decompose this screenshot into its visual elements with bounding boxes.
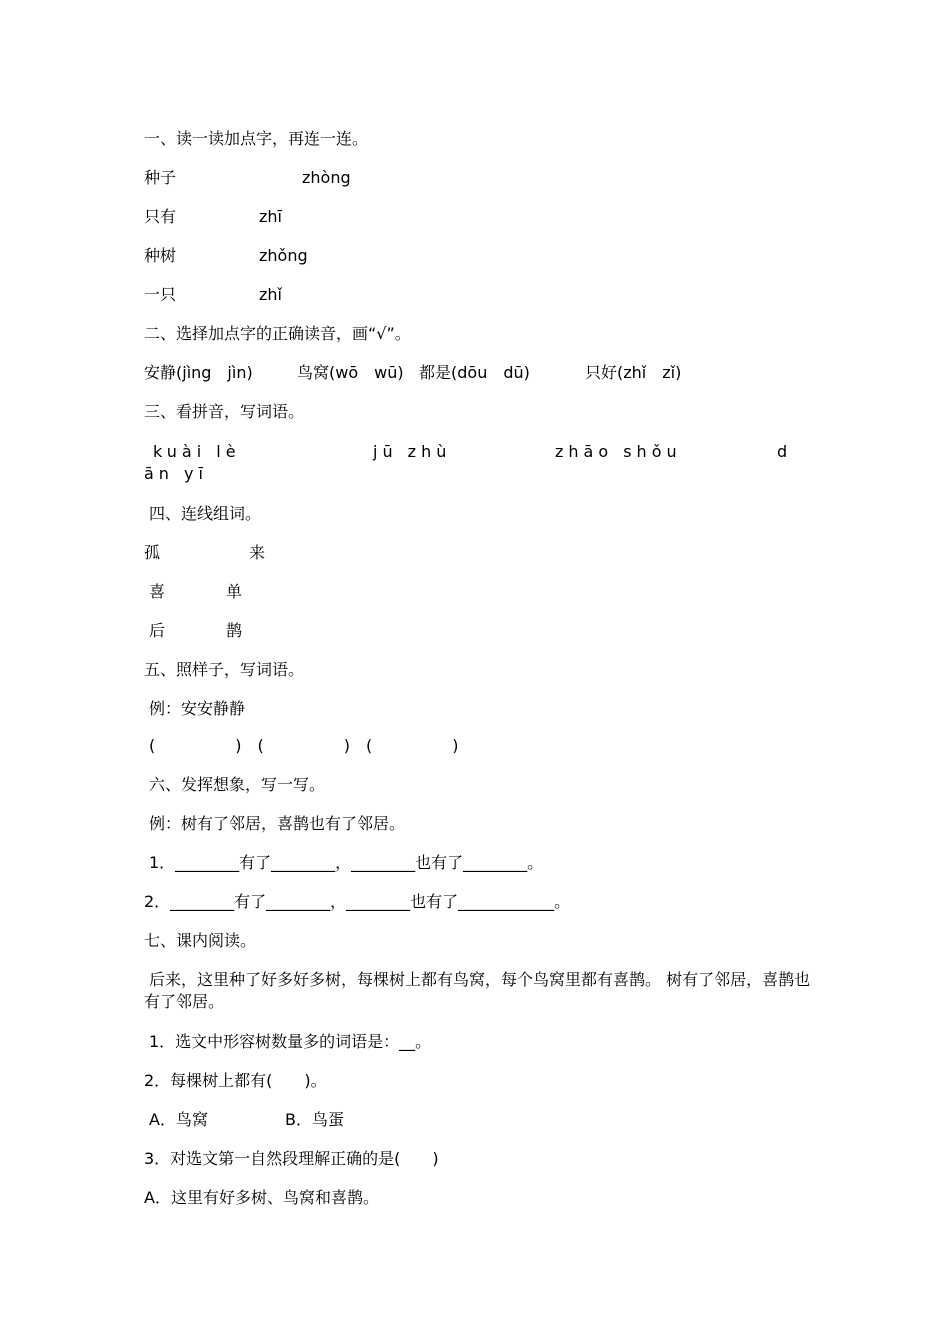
s6-question-2: 2．________有了________，________也有了____________。 [144,892,571,911]
s7-q2-option-b: B．鸟蛋 [285,1110,344,1129]
s2-question-4: 只好(zhǐ zǐ) [585,363,682,382]
s7-question-3: 3．对选文第一自然段理解正确的是( ) [144,1149,439,1168]
s5-example: 例：安安静静 [149,699,246,718]
s4-left-3: 后 [149,621,166,640]
s1-pinyin-3: zhǒng [259,246,308,265]
s4-left-2: 喜 [149,582,166,601]
s2-question-1: 安静(jìng jìn) [144,363,253,382]
s2-question-2: 鸟窝(wō wū) [297,363,404,382]
s4-right-1: 来 [249,543,266,562]
section-2-title: 二、选择加点字的正确读音，画“√”。 [144,324,411,343]
s2-question-3: 都是(dōu dū) [419,363,530,382]
s3-pinyin-4-start: d [777,442,793,461]
s1-word-2: 只有 [144,207,177,226]
section-3-title: 三、看拼音，写词语。 [144,402,305,421]
s3-pinyin-1: kuài lè [153,442,241,461]
s7-q3-option-a: A．这里有好多树、鸟窝和喜鹊。 [144,1188,379,1207]
s1-pinyin-2: zhī [259,207,282,226]
s7-passage: 后来，这里种了好多好多树，每棵树上都有鸟窝，每个鸟窝里都有喜鹊。 树有了邻居，喜鹊也有了邻居。 [144,970,811,1011]
s7-q2-option-a: A．鸟窝 [149,1110,208,1129]
s1-word-1: 种子 [144,168,177,187]
section-5-title: 五、照样子，写词语。 [144,660,305,679]
s7-question-1: 1．选文中形容树数量多的词语是：__。 [149,1032,432,1051]
s3-pinyin-4-end: ān yī [144,464,208,483]
s1-pinyin-1: zhòng [302,168,351,187]
s7-question-2: 2．每棵树上都有( )。 [144,1071,327,1090]
s4-left-1: 孤 [144,543,161,562]
s1-word-3: 种树 [144,246,177,265]
s4-right-2: 单 [226,582,243,601]
s1-pinyin-4: zhǐ [259,285,282,304]
s6-question-1: 1．________有了________，________也有了________。 [149,853,544,872]
section-4-title: 四、连线组词。 [149,504,262,523]
s3-pinyin-3: zhāo shǒu [555,442,682,461]
s5-blanks: ( ) ( ) ( ) [149,736,459,755]
s4-right-3: 鹊 [226,621,243,640]
s6-example: 例：树有了邻居，喜鹊也有了邻居。 [149,814,406,833]
section-1-title: 一、读一读加点字，再连一连。 [144,129,369,148]
section-6-title: 六、发挥想象，写一写。 [149,775,326,794]
s1-word-4: 一只 [144,285,177,304]
s3-pinyin-2: jū zhù [373,442,452,461]
section-7-title: 七、课内阅读。 [144,931,257,950]
